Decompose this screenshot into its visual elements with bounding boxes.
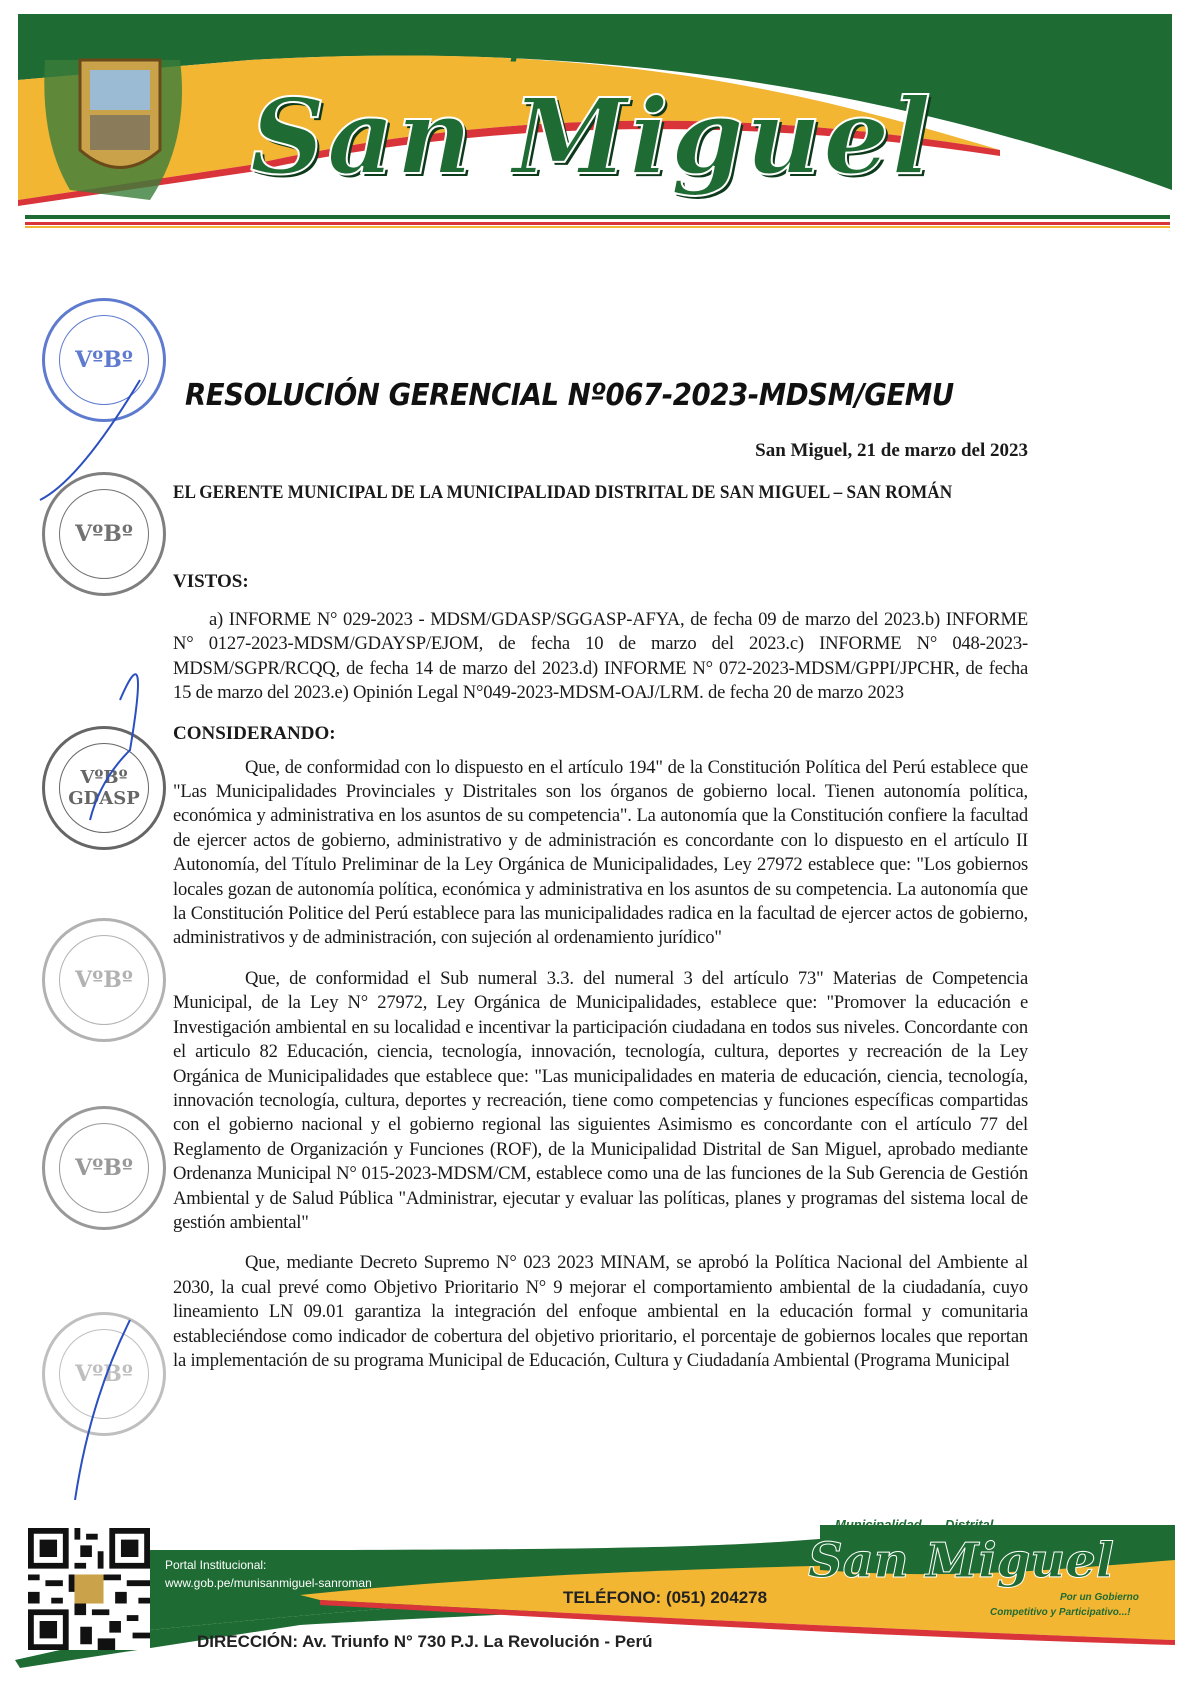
vistos-text: a) INFORME N° 029-2023 - MDSM/GDASP/SGGASP-AFYA, de fecha 09 de marzo del 2023.b) INFORME N° 0127-2023-MDSM/GDAYSP/EJOM, de fecha 10 de marzo del 2023.c) INFORME N° 048-2023-MDSM/SGPR/RCQQ, de fecha 14 de marzo del 2023.d) INFORME N° 072-2023-MDSM/GPPI/JPCHR, de fecha 15 de marzo del 2023.e) Opinión Legal N°049-2023-MDSM-OAJ/LRM. de fecha 20 de marzo 2023 xyxy=(173,609,1028,704)
portal-url[interactable]: www.gob.pe/munisanmiguel-sanroman xyxy=(165,1576,372,1590)
portal-label: Portal Institucional: xyxy=(165,1558,267,1572)
footer-slogan-2: Competitivo y Participativo...! xyxy=(990,1607,1131,1618)
approval-stamp: VºBº xyxy=(42,1312,166,1436)
approval-stamp: VºBº xyxy=(42,1106,166,1230)
approval-stamp: VºBº GDASP xyxy=(42,726,166,850)
qr-code-icon xyxy=(28,1528,150,1650)
footer-logo-distrital: Distrital xyxy=(945,1517,994,1532)
considerando-heading: CONSIDERANDO: xyxy=(173,722,336,744)
issuer-line: EL GERENTE MUNICIPAL DE LA MUNICIPALIDAD DISTRITAL DE SAN MIGUEL – SAN ROMÁN xyxy=(173,483,953,503)
considerando-paragraph: Que, de conformidad con lo dispuesto en el artículo 194" de la Constitución Política del Perú establece que "Las Municipalidades Provinciales y Distritales son los órganos de gobierno local. Tienen autonomía política, económica y administrativa en los asuntos de su competencia". La autonomía que la Constitución confiere la facultad de ejercer actos de gobierno, administrativo y de administración es concordante con lo dispuesto en el artículo II Autonomía, del Título Preliminar de la Ley Orgánica de Municipalidades, Ley 27972 establece que: "Los gobiernos locales gozan de autonomía política, económica y administrativa en los asuntos de su competencia. La autonomía que la Constitución Politice del Perú establece para las municipalidades radica en la facultad de ejercer actos de gobierno, administrativos y de administración, con sujeción al ordenamiento jurídico" xyxy=(173,756,1028,949)
header-logo-distrital: Distrital xyxy=(660,28,798,63)
letterhead-banner xyxy=(0,0,1190,260)
footer-address: DIRECCIÓN: Av. Triunfo N° 730 P.J. La Revolución - Perú xyxy=(197,1632,653,1651)
footer-phone: TELÉFONO: (051) 204278 xyxy=(563,1588,768,1607)
document-body xyxy=(173,570,1028,1373)
approval-stamp: VºBº xyxy=(42,918,166,1042)
header-logo-municipalidad: Municipalidad xyxy=(400,28,637,63)
footer-slogan-1: Por un Gobierno xyxy=(1060,1592,1139,1603)
document-date: San Miguel, 21 de marzo del 2023 xyxy=(755,440,1028,461)
considerando-paragraph: Que, de conformidad el Sub numeral 3.3. del numeral 3 del artículo 73" Materias de Competencia Municipal, de la Ley N° 27972, Ley Orgánica de Municipalidades, establece que: "Promover la educación e Investigación ambiental en su localidad e incentivar la participación ciudadana en todos sus niveles. Concordante con el articulo 82 Educación, ciencia, tecnología, innovación, tecnología, cultura, deportes y recreación de la Ley Orgánica de Municipalidades que establece que: "Las municipalidades en materia de educación, ciencia, tecnología, innovación tecnología, cultura, deportes y recreación, tiene como competencias y funciones específicas compartidas con el gobierno nacional y el gobierno regional las siguientes Asimismo es concordante con el artículo 77 del Reglamento de Organización y Funciones (ROF), de la Municipalidad Distrital de San Miguel, aprobado mediante Ordenanza Municipal N° 015-2023-MDSM/CM, establece como una de las funciones de la Sub Gerencia de Gestión Ambiental y de Salud Pública "Administrar, ejecutar y evaluar las políticas, planes y programas del sistema local de gestión ambiental" xyxy=(173,967,1028,1233)
header-logo-san-miguel: San Miguel xyxy=(250,75,933,198)
approval-stamp: VºBº xyxy=(42,472,166,596)
approval-stamp: VºBº xyxy=(42,298,166,422)
vistos-heading: VISTOS: xyxy=(173,571,249,592)
coat-of-arms-icon xyxy=(44,60,182,200)
signature-strokes xyxy=(20,300,170,1500)
document-title: RESOLUCIÓN GERENCIAL Nº067-2023-MDSM/GEMU xyxy=(185,378,954,413)
footer-banner xyxy=(0,1517,1190,1670)
considerando-paragraph: Que, mediante Decreto Supremo N° 023 2023 MINAM, se aprobó la Política Nacional del Ambiente al 2030, la cual prevé como Objetivo Prioritario N° 9 mejorar el comportamiento ambiental de la ciudadanía, cuyo lineamiento LN 09.01 garantiza la integración del enfoque ambiental en la educación formal y comunitaria estableciéndose como indicador de cobertura del objetivo prioritario, el porcentaje de gobiernos locales que reportan la implementación de su programa Municipal de Educación, Cultura y Ciudadanía Ambiental (Programa Municipal xyxy=(173,1252,1028,1371)
footer-logo-san-miguel: San Miguel xyxy=(808,1533,1114,1589)
footer-logo-municipalidad: Municipalidad xyxy=(835,1517,922,1532)
